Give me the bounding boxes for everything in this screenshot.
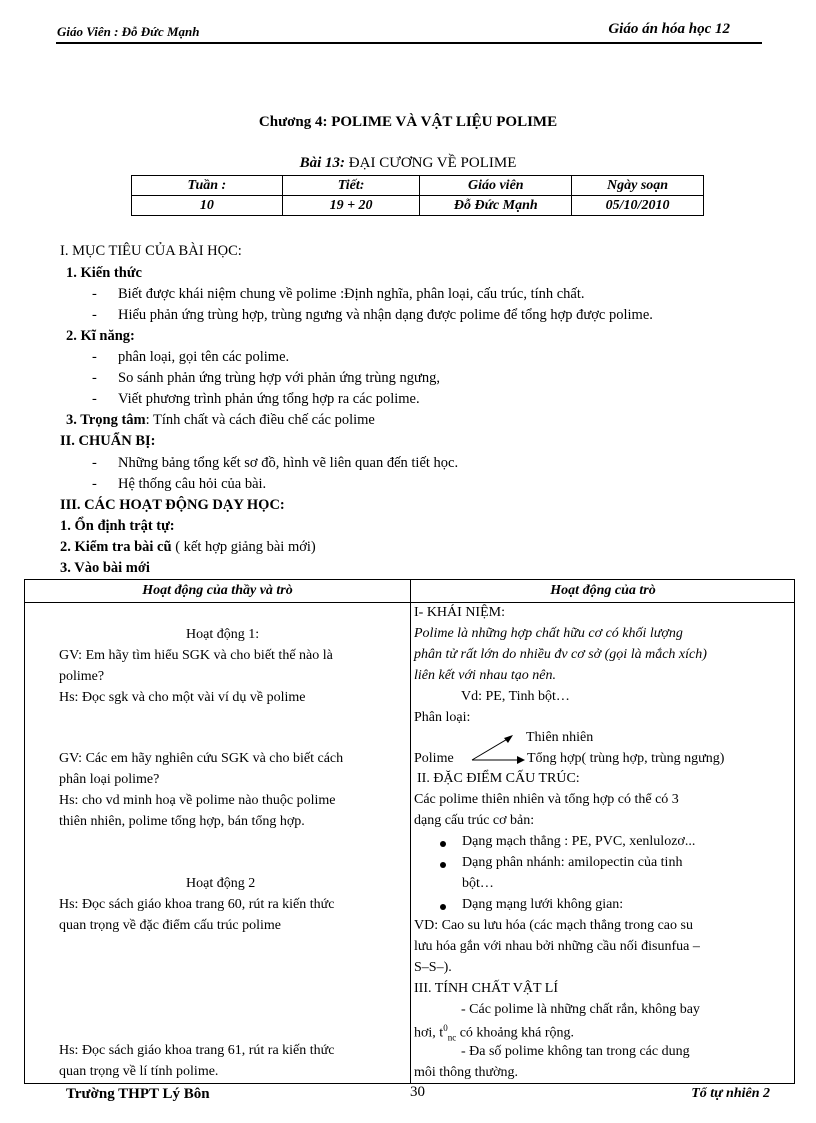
left-line: GV: Em hãy tìm hiểu SGK và cho biết thế nào là [59,648,333,663]
left-line: quan trọng về đặc điểm cấu trúc polime [59,918,281,933]
subsection-focus [66,412,375,429]
info-table [131,175,704,216]
activity-header-right: Hoạt động của trò [550,583,656,598]
footer-school: Trường THPT Lý Bôn [66,1086,210,1102]
knowledge-item-1: Biết được khái niệm chung về polime :Định nghĩa, phân loại, cấu trúc, tính chất. [118,286,585,302]
vulcanized-line: VD: Cao su lưu hóa (các mạch thẳng trong cao su [414,918,693,933]
section-activities: III. CÁC HOẠT ĐỘNG DẠY HỌC: [60,497,285,513]
structure-linear: Dạng mạch thẳng : PE, PVC, xenlulozơ... [462,834,696,849]
prep-item-2: Hệ thống câu hỏi của bài. [118,476,267,492]
section-objectives: I. MỤC TIÊU CỦA BÀI HỌC: [60,243,242,259]
activity-1-label: Hoạt động 1: [186,627,260,642]
dash-marker: - [92,391,97,407]
header-divider [56,42,762,44]
dash-marker: - [92,307,97,323]
subsection-skills: 2. Kĩ năng: [66,328,135,344]
step-order: 1. Ổn định trật tự: [60,518,175,534]
physical-line: - Các polime là những chất rắn, không bay [461,1002,700,1017]
structure-network: Dạng mạng lưới không gian: [462,897,624,912]
left-line: Hs: cho vd minh hoạ về polime nào thuộc polime [59,793,336,808]
definition-line: Polime là những hợp chất hữu cơ có khối lượng [414,626,683,641]
left-line: polime? [59,669,105,684]
review-label: 2. Kiểm tra bài cũ [60,539,172,555]
classification-arrows [469,732,529,766]
left-line: Hs: Đọc sách giáo khoa trang 61, rút ra kiến thức [59,1043,335,1058]
focus-label: 3. Trọng tâm [66,412,146,428]
synthetic-polymer: Tổng hợp( trùng hợp, trùng ngưng) [527,751,725,766]
physical-line: môi thông thường. [414,1065,519,1080]
structure-line: Các polime thiên nhiên và tổng hợp có thể có 3 [414,792,679,807]
page-number: 30 [410,1084,425,1100]
melting-suffix: có khoảng khá rộng. [456,1025,574,1041]
info-header-period: Tiết: [282,176,420,196]
dash-marker: - [92,349,97,365]
structure-branched-cont: bột… [462,876,494,891]
right-heading-structure: II. ĐẶC ĐIỂM CẤU TRÚC: [417,771,580,786]
melting-sub: nc [447,1032,457,1043]
knowledge-item-2: Hiểu phản ứng trùng hợp, trùng ngưng và nhận dạng được polime để tổng hợp được polime. [118,307,653,323]
header-divider [25,602,794,603]
physical-line: - Đa số polime không tan trong các dung [461,1044,690,1059]
left-line: Hs: Đọc sgk và cho một vài ví dụ về polime [59,690,306,705]
dash-marker: - [92,370,97,386]
vulcanized-line: S–S–). [414,960,452,975]
step-review [60,539,316,556]
activity-2-label: Hoạt động 2 [186,876,256,891]
polime-root: Polime [414,751,454,766]
vulcanized-line: lưu hóa gắn với nhau bởi những cầu nối đisunfua – [414,939,700,954]
example-line: Vd: PE, Tinh bột… [461,689,570,704]
skill-item-1: phân loại, gọi tên các polime. [118,349,290,365]
info-header-week: Tuần : [132,176,283,196]
bullet-icon [440,904,446,910]
left-line: GV: Các em hãy nghiên cứu SGK và cho biết cách [59,751,344,766]
focus-text: : Tính chất và cách điều chế các polime [145,412,375,428]
footer-group: Tổ tự nhiên 2 [691,1086,770,1101]
dash-marker: - [92,476,97,492]
bullet-icon [440,862,446,868]
melting-sup: 0 [443,1023,448,1033]
lesson-number: Bài 13: [299,155,346,171]
dash-marker: - [92,286,97,302]
natural-polymer: Thiên nhiên [526,730,594,745]
bullet-icon [440,841,446,847]
right-heading-physical: III. TÍNH CHẤT VẬT LÍ [414,981,559,996]
chapter-title: Chương 4: POLIME VÀ VẬT LIỆU POLIME [258,114,558,130]
prep-item-1: Những bảng tổng kết sơ đồ, hình vẽ liên quan đến tiết học. [118,455,459,471]
column-divider [410,580,411,1083]
skill-item-3: Viết phương trình phản ứng tổng hợp ra các polime. [118,391,420,407]
subsection-knowledge: 1. Kiến thức [66,265,142,281]
dash-marker: - [92,455,97,471]
physical-line [414,1023,574,1042]
melting-prefix: hơi, t [414,1025,444,1041]
definition-line: phân tử rất lớn do nhiều đv cơ sở (gọi là mắch xích) [414,647,707,662]
info-value-period: 19 + 20 [282,196,420,216]
activity-header-left: Hoạt động của thầy và trò [142,583,293,598]
info-header-teacher: Giáo viên [420,176,572,196]
review-text: ( kết hợp giảng bài mới) [171,539,316,555]
left-line: quan trọng về lí tính polime. [59,1064,219,1079]
header-subject: Giáo án hóa học 12 [608,21,730,37]
info-table-header-row [132,176,704,196]
activity-table [24,579,795,1084]
skill-item-2: So sánh phản ứng trùng hợp với phản ứng trùng ngưng, [118,370,441,386]
classification-label: Phân loại: [414,710,471,725]
info-header-date: Ngày soạn [572,176,704,196]
header-teacher: Giáo Viên : Đỗ Đức Mạnh [57,24,200,39]
step-new-lesson: 3. Vào bài mới [60,560,150,576]
lesson-title [0,155,816,172]
structure-branched: Dạng phân nhánh: amilopectin của tinh [462,855,683,870]
left-line: phân loại polime? [59,772,160,787]
right-heading-concept: I- KHÁI NIỆM: [414,605,505,620]
lesson-name: ĐẠI CƯƠNG VỀ POLIME [345,155,517,171]
info-table-value-row [132,196,704,216]
structure-line: dạng cấu trúc cơ bản: [414,813,535,828]
definition-line: liên kết với nhau tạo nên. [414,668,556,683]
left-line: Hs: Đọc sách giáo khoa trang 60, rút ra kiến thức [59,897,335,912]
info-value-date: 05/10/2010 [572,196,704,216]
info-value-week: 10 [132,196,283,216]
section-preparation: II. CHUẨN BỊ: [60,433,156,449]
info-value-teacher: Đỗ Đức Mạnh [420,196,572,216]
left-line: thiên nhiên, polime tổng hợp, bán tổng hợp. [59,814,305,829]
